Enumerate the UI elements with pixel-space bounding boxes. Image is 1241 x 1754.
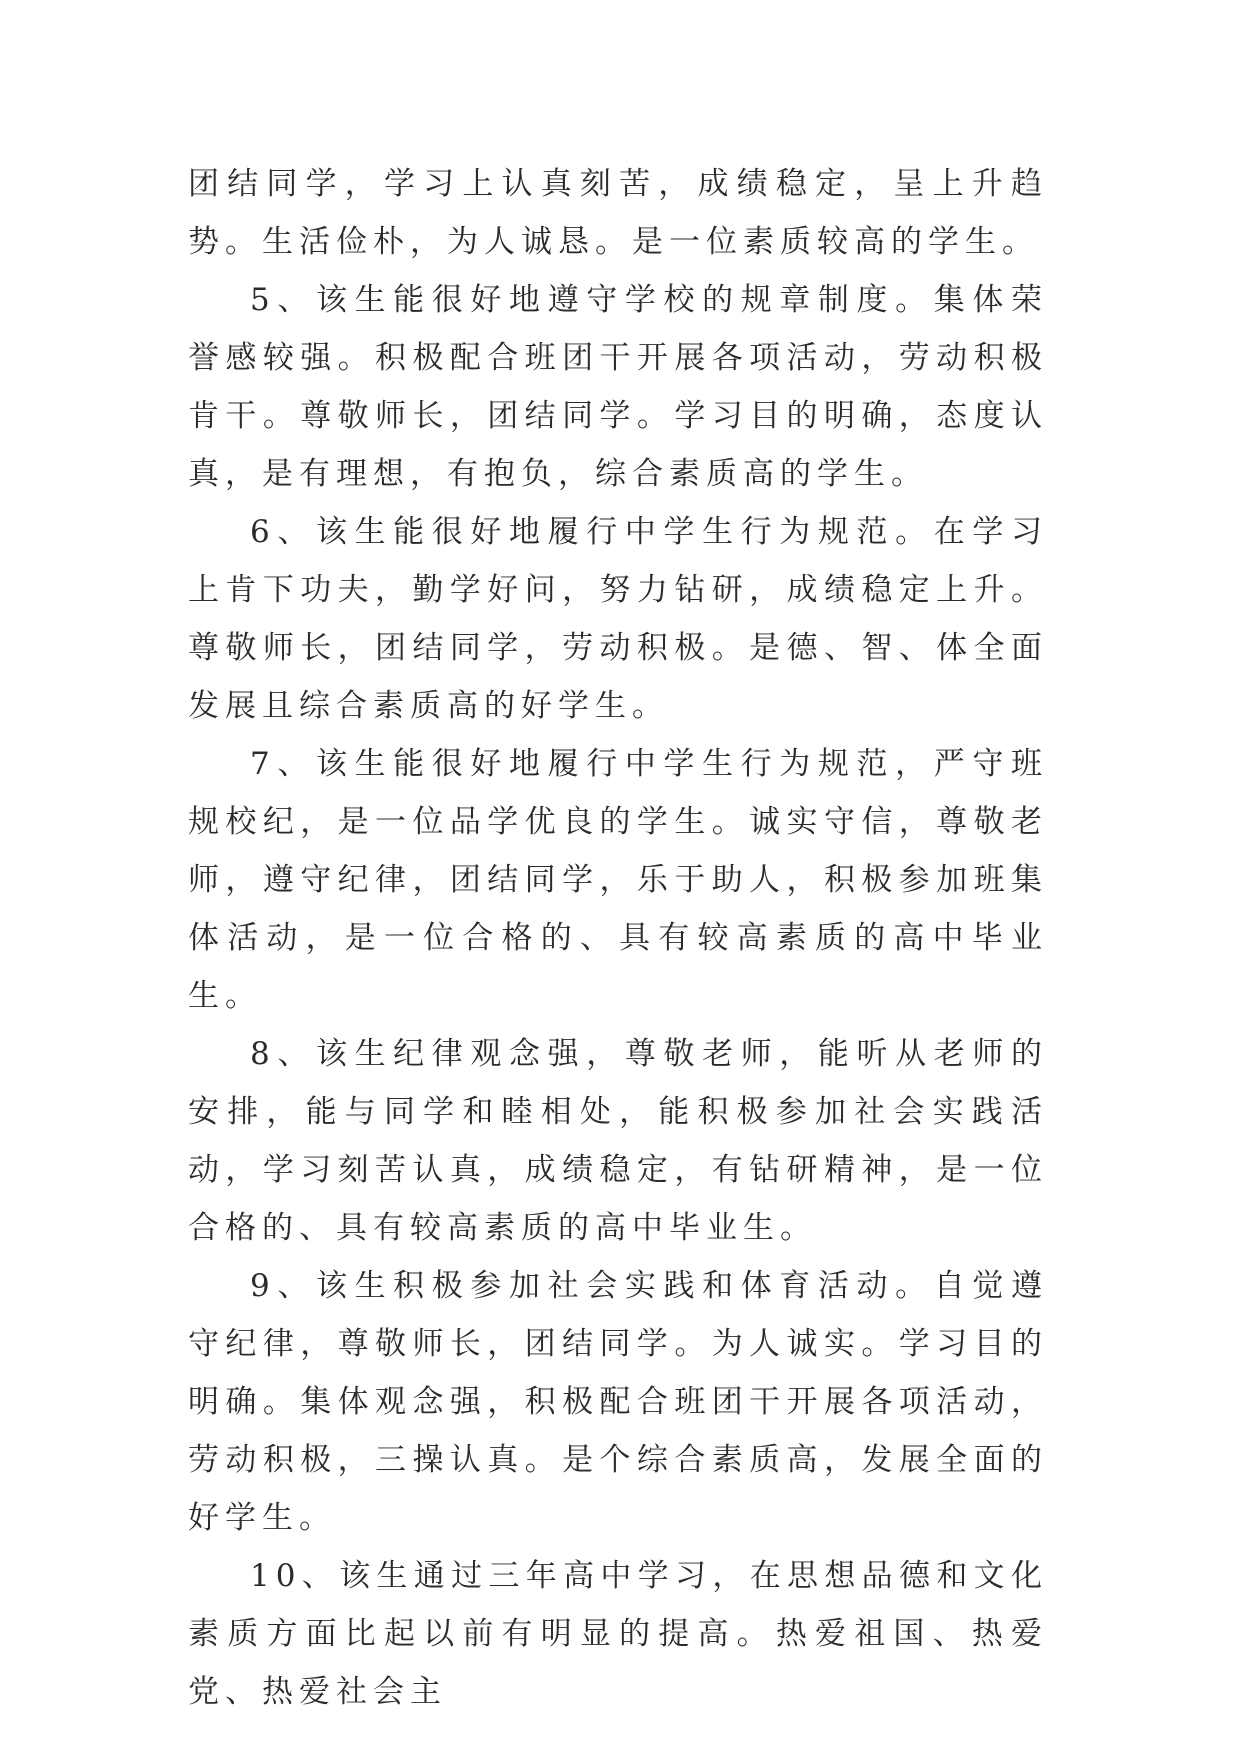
paragraph-item-6: 6、该生能很好地履行中学生行为规范。在学习上肯下功夫，勤学好问，努力钻研，成绩稳定上升。尊敬师长，团结同学，劳动积极。是德、智、体全面发展且综合素质高的好学生。 [188,514,1048,724]
paragraph-item-7: 7、该生能很好地履行中学生行为规范，严守班规校纪，是一位品学优良的学生。诚实守信，尊敬老师，遵守纪律，团结同学，乐于助人，积极参加班集体活动，是一位合格的、具有较高素质的高中毕业生。 [188,746,1048,1014]
paragraph-item-5: 5、该生能很好地遵守学校的规章制度。集体荣誉感较强。积极配合班团干开展各项活动，劳动积极肯干。尊敬师长，团结同学。学习目的明确，态度认真，是有理想，有抱负，综合素质高的学生。 [188,282,1048,492]
paragraph-item-9: 9、该生积极参加社会实践和体育活动。自觉遵守纪律，尊敬师长，团结同学。为人诚实。学习目的明确。集体观念强，积极配合班团干开展各项活动，劳动积极，三操认真。是个综合素质高，发展全面的好学生。 [188,1268,1048,1536]
paragraph-continued: 团结同学，学习上认真刻苦，成绩稳定，呈上升趋势。生活俭朴，为人诚恳。是一位素质较高的学生。 [188,166,1048,260]
paragraph-item-10: 10、该生通过三年高中学习，在思想品德和文化素质方面比起以前有明显的提高。热爱祖国、热爱党、热爱社会主 [188,1558,1048,1710]
document-body [188,155,1048,1721]
paragraph-item-8: 8、该生纪律观念强，尊敬老师，能听从老师的安排，能与同学和睦相处，能积极参加社会实践活动，学习刻苦认真，成绩稳定，有钻研精神，是一位合格的、具有较高素质的高中毕业生。 [188,1036,1048,1246]
